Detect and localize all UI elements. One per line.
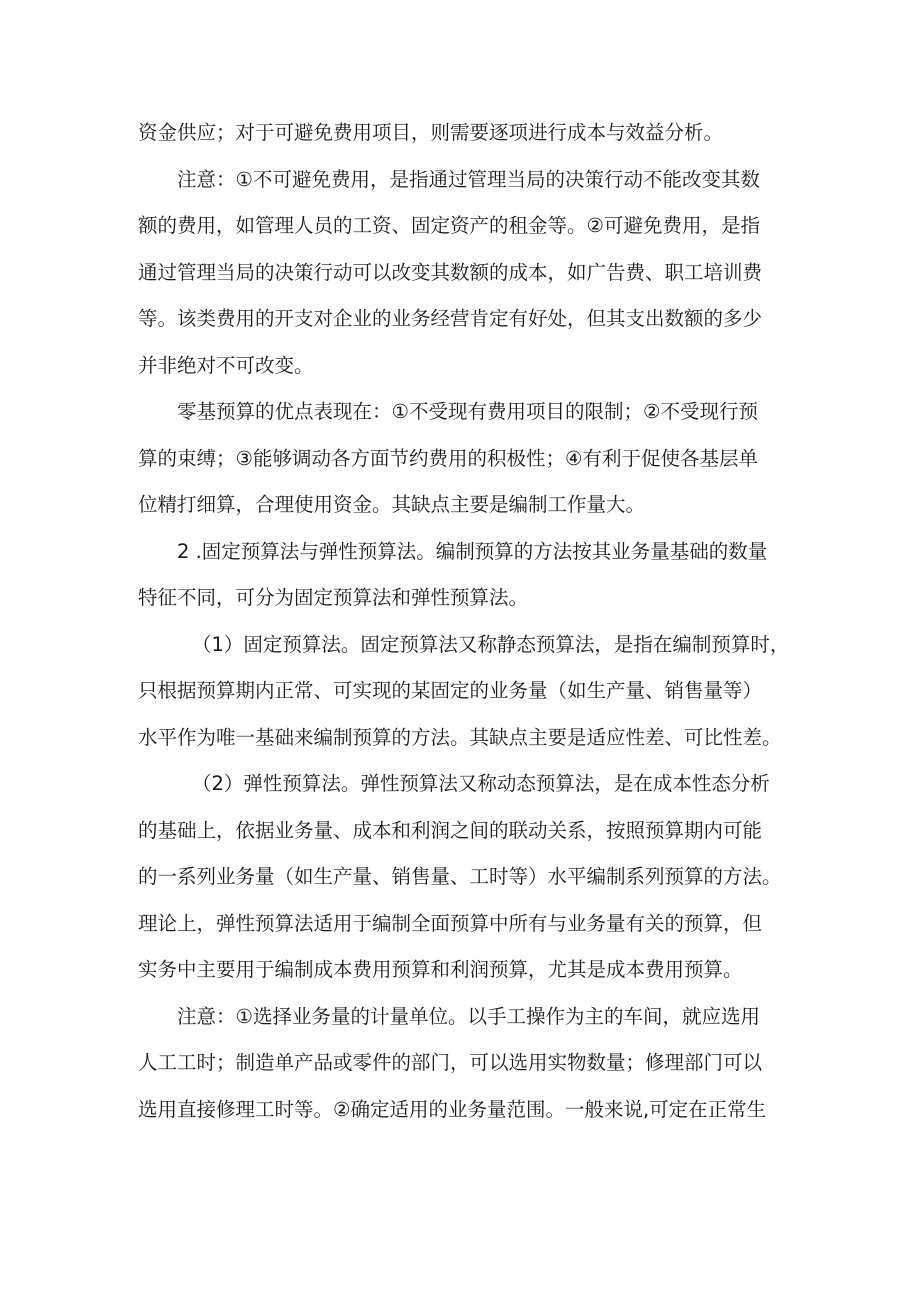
paragraph-flexible-budget (138, 761, 798, 994)
text-line: （2）弹性预算法。弹性预算法又称动态预算法，是在成本性态分析 (192, 772, 770, 795)
text-line: 算的束缚；③能够调动各方面节约费用的积极性；④有利于促使各基层单 (138, 446, 758, 470)
text-line: 零基预算的优点表现在：①不受现有费用项目的限制；②不受现行预 (177, 400, 758, 423)
text-line: 人工工时；制造单产品或零件的部门，可以选用实物数量；修理部门可以 (138, 1051, 763, 1074)
document-body (138, 110, 798, 1133)
text-line: 注意：①选择业务量的计量单位。以手工操作为主的车间，就应选用 (177, 1004, 760, 1028)
text-line: 资金供应；对于可避免费用项目，则需要逐项进行成本与效益分析。 (138, 121, 724, 144)
text-line: 并非绝对不可改变。 (138, 353, 314, 377)
text-line: 位精打细算，合理使用资金。其缺点主要是编制工作量大。 (138, 493, 646, 516)
paragraph-fixed-budget (138, 622, 798, 762)
text-line: 的基础上，依据业务量、成本和利润之间的联动关系，按照预算期内可能 (138, 818, 763, 842)
paragraph-note-business-volume (138, 994, 798, 1134)
text-line: 选用直接修理工时等。②确定适用的业务量范围。一般来说,可定在正常生 (138, 1097, 767, 1121)
paragraph-zero-based-budget (138, 389, 798, 529)
paragraph-continuation (138, 110, 798, 157)
paragraph-fixed-vs-flexible (138, 529, 798, 622)
text-line: 实务中主要用于编制成本费用预算和利润预算，尤其是成本费用预算。 (138, 958, 743, 981)
text-line: 水平作为唯一基础来编制预算的方法。其缺点主要是适应性差、可比性差。 (138, 725, 782, 749)
paragraph-note-avoidable-costs (138, 157, 798, 390)
text-line: 额的费用，如管理人员的工资、固定资产的租金等。②可避免费用，是指 (138, 214, 760, 237)
text-line: 等。该类费用的开支对企业的业务经营肯定有好处，但其支出数额的多少 (138, 307, 763, 330)
text-line: 的一系列业务量（如生产量、销售量、工时等）水平编制系列预算的方法。 (138, 865, 782, 888)
text-line: 注意：①不可避免费用，是指通过管理当局的决策行动不能改变其数 (177, 167, 760, 191)
text-line: 2 .固定预算法与弹性预算法。编制预算的方法按其业务量基础的数量 (177, 539, 768, 563)
text-line: 理论上，弹性预算法适用于编制全面预算中所有与业务量有关的预算，但 (138, 911, 763, 935)
text-line: 特征不同，可分为固定预算法和弹性预算法。 (138, 586, 529, 609)
text-line: 通过管理当局的决策行动可以改变其数额的成本，如广告费、职工培训费 (138, 260, 763, 284)
text-line: （1）固定预算法。固定预算法又称静态预算法，是指在编制预算时， (192, 632, 790, 656)
text-line: 只根据预算期内正常、可实现的某固定的业务量（如生产量、销售量等） (138, 679, 763, 702)
